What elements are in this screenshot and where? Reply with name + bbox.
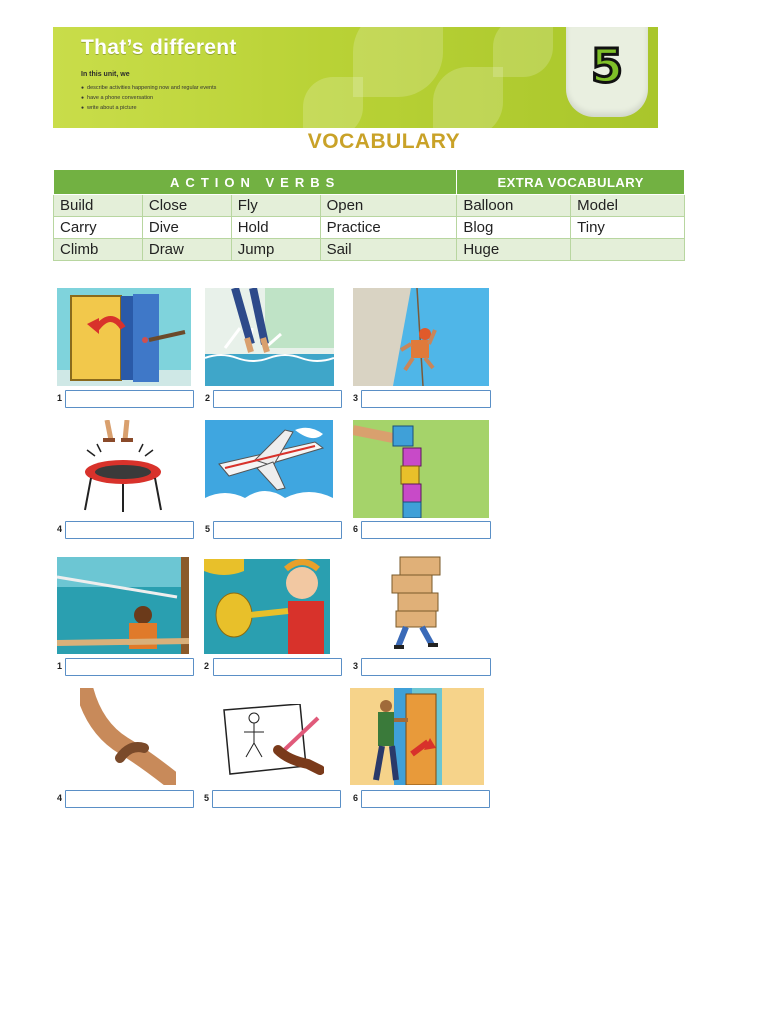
table-cell: Practice	[320, 217, 457, 239]
dive-illustration	[205, 288, 334, 386]
hold-illustration	[80, 688, 176, 785]
item-number: 3	[353, 661, 359, 671]
item-number: 1	[57, 393, 63, 403]
objective-item: ● write about a picture	[81, 103, 216, 113]
answer-box[interactable]	[361, 790, 490, 808]
item-number: 4	[57, 524, 63, 534]
table-cell: Balloon	[457, 195, 571, 217]
table-cell: Climb	[54, 239, 143, 261]
answer-box[interactable]	[213, 521, 342, 539]
unit-number: 5	[590, 39, 623, 93]
table-cell: Model	[571, 195, 685, 217]
sail-illustration	[57, 557, 189, 654]
table-cell: Open	[320, 195, 457, 217]
open-door-illustration	[57, 288, 191, 386]
unit-number-tab	[566, 27, 648, 117]
draw-illustration	[220, 704, 324, 776]
unit-objectives	[81, 83, 216, 113]
answer-box[interactable]	[213, 658, 342, 676]
item-number: 5	[205, 524, 211, 534]
table-cell: Draw	[142, 239, 231, 261]
table-cell: Hold	[231, 217, 320, 239]
item-number: 6	[353, 524, 359, 534]
table-cell: Fly	[231, 195, 320, 217]
climb-illustration	[353, 288, 489, 386]
item-number: 3	[353, 393, 359, 403]
table-cell: Build	[54, 195, 143, 217]
answer-box[interactable]	[213, 390, 342, 408]
fly-illustration	[205, 420, 333, 515]
answer-box[interactable]	[65, 390, 194, 408]
close-door-illustration	[350, 688, 484, 785]
page-heading: VOCABULARY	[307, 130, 461, 153]
table-row	[54, 195, 685, 217]
objective-item: ● have a phone conversation	[81, 93, 216, 103]
table-cell: Close	[142, 195, 231, 217]
extra-vocabulary-header: EXTRA VOCABULARY	[457, 170, 685, 195]
unit-title: That’s different	[81, 36, 237, 59]
answer-box[interactable]	[65, 521, 194, 539]
build-illustration	[353, 420, 489, 518]
table-cell	[571, 239, 685, 261]
table-row	[54, 239, 685, 261]
answer-box[interactable]	[361, 521, 491, 539]
table-cell: Huge	[457, 239, 571, 261]
answer-box[interactable]	[361, 390, 491, 408]
item-number: 6	[353, 793, 359, 803]
item-number: 4	[57, 793, 63, 803]
table-cell: Blog	[457, 217, 571, 239]
carry-illustration	[378, 555, 450, 655]
action-verbs-header: ACTION VERBS	[54, 170, 457, 195]
answer-box[interactable]	[65, 658, 194, 676]
answer-box[interactable]	[212, 790, 341, 808]
unit-banner	[53, 27, 658, 128]
table-cell: Dive	[142, 217, 231, 239]
practice-illustration	[204, 559, 330, 654]
vocabulary-table	[53, 169, 685, 261]
item-number: 1	[57, 661, 63, 671]
table-cell: Carry	[54, 217, 143, 239]
table-cell: Jump	[231, 239, 320, 261]
unit-subtitle: In this unit, we	[81, 71, 130, 78]
objective-item: ● describe activities happening now and regular events	[81, 83, 216, 93]
table-cell: Tiny	[571, 217, 685, 239]
answer-box[interactable]	[361, 658, 491, 676]
table-cell: Sail	[320, 239, 457, 261]
jump-illustration	[57, 420, 191, 518]
answer-box[interactable]	[65, 790, 194, 808]
item-number: 5	[204, 793, 210, 803]
item-number: 2	[204, 661, 210, 671]
item-number: 2	[205, 393, 211, 403]
table-row	[54, 217, 685, 239]
